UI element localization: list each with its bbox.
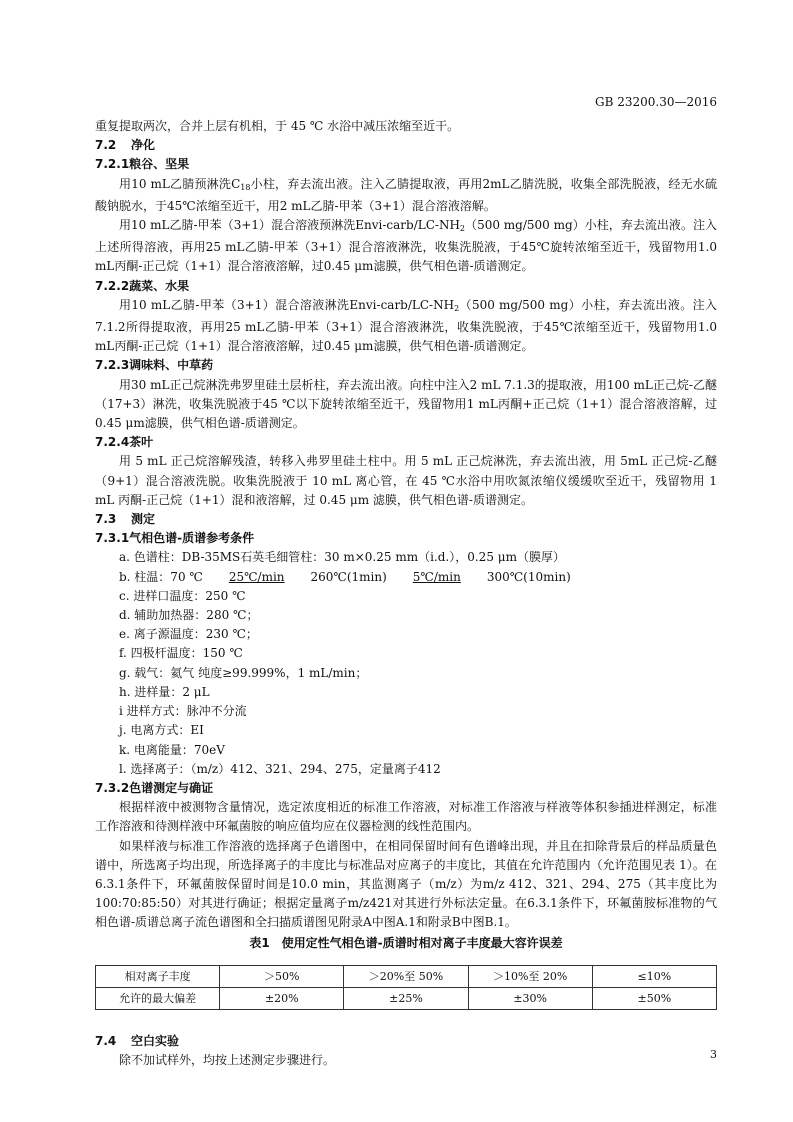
text-run: （500 mg/500 mg）小柱，弃去流出液。注入上述所得溶液，再用25 mL乙腈-甲苯（3+1）混合溶液淋洗，收集洗脱液，于45℃旋转浓缩至近干，残留物用1.0 mL丙酮-正己烷（1+1）混合溶液溶解，过0.45 μm滤膜，供气相色谱-质谱测定。 — [95, 218, 718, 274]
section-title: 色谱测定与确证 — [129, 780, 214, 795]
subscript: 2 — [459, 224, 466, 234]
table-cell: ＞20%至 50% — [344, 965, 468, 987]
section-number: 7.2.3 — [95, 358, 130, 373]
paragraph: 如果样液与标准工作溶液的选择离子色谱图中，在相同保留时间有色谱峰出现，并且在扣除背景后的样品质量色谱中，所选离子均出现，所选择离子的丰度比与标准品对应离子的丰度比，其值在允许范围内（允许范围见表 1）。在6.3.1条件下，环氟菌胺保留时间是10.0 min，其监测离子（m/z）为m/z 412、321、294、275（其丰度比为100:70:85:50）对其进行确证；根据定量离子m/z421对其进行外标法定量。在6.3.1条件下，环氟菌胺标准物的气相色谱-质谱总离子流色谱图和全扫描质谱图见附录A中图A.1和附录B中图B.1。 — [95, 838, 717, 930]
paragraph: 除不加试样外，均按上述测定步骤进行。 — [119, 1052, 336, 1067]
list-item: c. 进样口温度：250 ℃ — [119, 588, 246, 603]
text-run: （500 mg/500 mg）小柱，弃去流出液。注入7.1.2所得提取液，再用25 mL乙腈-甲苯（3+1）混合溶液淋洗，收集洗脱液，于45℃浓缩至近干，残留物用1.0 mL丙酮-正己烷（1+1）混合溶液溶解，过0.45 μm滤膜，供气相色谱-质谱测定。 — [95, 297, 717, 354]
text-run: 5℃/min — [412, 569, 461, 584]
section-7-2-4-heading — [95, 433, 717, 452]
section-number: 7.3.1 — [95, 531, 130, 546]
paragraph — [95, 216, 717, 277]
text-run: 用10 mL乙腈-甲苯（3+1）混合溶液淋洗Envi-carb/LC-NH — [119, 297, 455, 312]
section-title: 测定 — [131, 512, 156, 527]
table-cell: 允许的最大偏差 — [96, 987, 220, 1009]
standard-code: GB 23200.30—2016 — [594, 95, 717, 109]
spacer — [95, 1010, 717, 1032]
section-title: 气相色谱-质谱参考条件 — [129, 531, 255, 546]
section-title: 蔬菜、水果 — [129, 278, 190, 293]
text-run: 小柱，弃去流出液。注入乙腈提取液，再用2mL乙腈洗脱，收集全部洗脱液，经无水硫酸钠脱水，于45℃浓缩至近干，用2 mL乙腈-甲苯（3+1）混合溶液溶解。 — [95, 176, 717, 213]
paragraph — [95, 296, 717, 357]
section-number: 7.2 — [95, 138, 117, 153]
paragraph: 用 5 mL 正己烷溶解残渣，转移入弗罗里硅土柱中。用 5 mL 正己烷淋洗，弃去流出液，用 5mL 正己烷-乙醚（9+1）混合溶液洗脱。收集洗脱液于 10 mL 离心管，在 45 ℃水浴中用吹氮浓缩仪缓缓吹至近干，残留物用 1 mL 丙酮-正己烷（1+1）混和液溶解，过 0.45 μm 滤膜，供气相色谱-质谱测定。 — [95, 454, 717, 507]
section-title: 调味料、中草药 — [129, 358, 214, 373]
section-number: 7.2.1 — [95, 157, 130, 172]
section-number: 7.2.2 — [95, 278, 130, 293]
section-number: 7.2.4 — [95, 435, 130, 450]
table-cell: ≤10% — [592, 965, 716, 987]
list-item: e. 离子源温度：230 ℃； — [119, 627, 258, 642]
subscript: 2 — [454, 303, 460, 313]
list-item: l. 选择离子：（m/z）412、321、294、275，定量离子412 — [119, 761, 441, 776]
list-item: i 进样方式：脉冲不分流 — [119, 704, 247, 719]
section-7-3-1-heading — [95, 529, 717, 548]
section-7-2-3-heading — [95, 356, 717, 375]
table-cell: ＞50% — [220, 965, 344, 987]
section-title: 空白实验 — [131, 1033, 180, 1048]
ion-abundance-table — [95, 965, 717, 1010]
section-title: 粮谷、坚果 — [129, 157, 190, 172]
table-row — [96, 987, 717, 1009]
text-run: 300℃(10min) — [486, 569, 571, 584]
list-item: f. 四极杆温度：150 ℃ — [119, 646, 243, 661]
paragraph: 用30 mL正己烷淋洗弗罗里硅土层析柱，弃去流出液。向柱中注入2 mL 7.1.3的提取液，用100 mL正己烷-乙醚（17+3）淋洗，收集洗脱液于45 ℃以下旋转浓缩至近干，残留物用1 mL丙酮+正己烷（1+1）混合溶液溶解，过0.45 μm滤膜，供气相色谱-质谱测定。 — [95, 377, 717, 431]
section-7-4-heading — [95, 1032, 717, 1051]
section-7-2-2-heading — [95, 277, 717, 296]
paragraph — [95, 175, 717, 216]
text-run: 25℃/min — [228, 569, 285, 584]
page-number: 3 — [710, 1048, 717, 1061]
list-item-temperature-program — [119, 568, 717, 587]
table-row — [96, 965, 717, 987]
table-cell: ±30% — [468, 987, 592, 1009]
section-number: 7.3 — [95, 512, 117, 527]
section-number: 7.4 — [95, 1033, 117, 1048]
text-run: b. 柱温：70 ℃ — [119, 569, 203, 584]
table-cell: ＞10%至 20% — [468, 965, 592, 987]
section-7-2-1-heading — [95, 155, 717, 174]
section-number: 7.3.2 — [95, 780, 130, 795]
gc-ms-conditions-list — [95, 548, 717, 778]
intro-paragraph: 重复提取两次，合并上层有机相，于 45 ℃ 水浴中减压浓缩至近干。 — [95, 119, 460, 133]
list-item: g. 载气：氦气 纯度≥99.999%，1 mL/min； — [119, 665, 368, 680]
text-run: 260℃(1min) — [310, 569, 387, 584]
section-title: 净化 — [131, 138, 156, 153]
table-cell: ±25% — [344, 987, 468, 1009]
text-run: 用10 mL乙腈预淋洗C — [119, 176, 241, 191]
document-body — [95, 117, 717, 1070]
paragraph: 根据样液中被测物含量情况，选定浓度相近的标准工作溶液，对标准工作溶液与样液等体积参插进样测定，标准工作溶液和待测样液中环氟菌胺的响应值均应在仪器检测的线性范围内。 — [95, 800, 717, 834]
list-item: h. 进样量：2 μL — [119, 684, 210, 699]
list-item: k. 电离能量：70eV — [119, 742, 225, 757]
section-7-3-heading — [95, 510, 717, 529]
table-cell: 相对离子丰度 — [96, 965, 220, 987]
table-cell: ±20% — [220, 987, 344, 1009]
table-cell: ±50% — [592, 987, 716, 1009]
list-item: j. 电离方式：EI — [119, 723, 204, 738]
list-item: a. 色谱柱：DB-35MS石英毛细管柱：30 m×0.25 mm（i.d.），0.25 μm（膜厚） — [119, 550, 565, 565]
list-item: d. 辅助加热器：280 ℃； — [119, 608, 259, 623]
section-title: 茶叶 — [129, 435, 154, 450]
section-7-3-2-heading — [95, 779, 717, 798]
table-caption: 表1 使用定性气相色谱-质谱时相对离子丰度最大容许误差 — [249, 935, 563, 950]
subscript: 18 — [240, 182, 251, 192]
section-7-2-heading — [95, 136, 717, 155]
text-run: 用10 mL乙腈-甲苯（3+1）混合溶液预淋洗Envi-carb/LC-NH — [119, 218, 460, 233]
